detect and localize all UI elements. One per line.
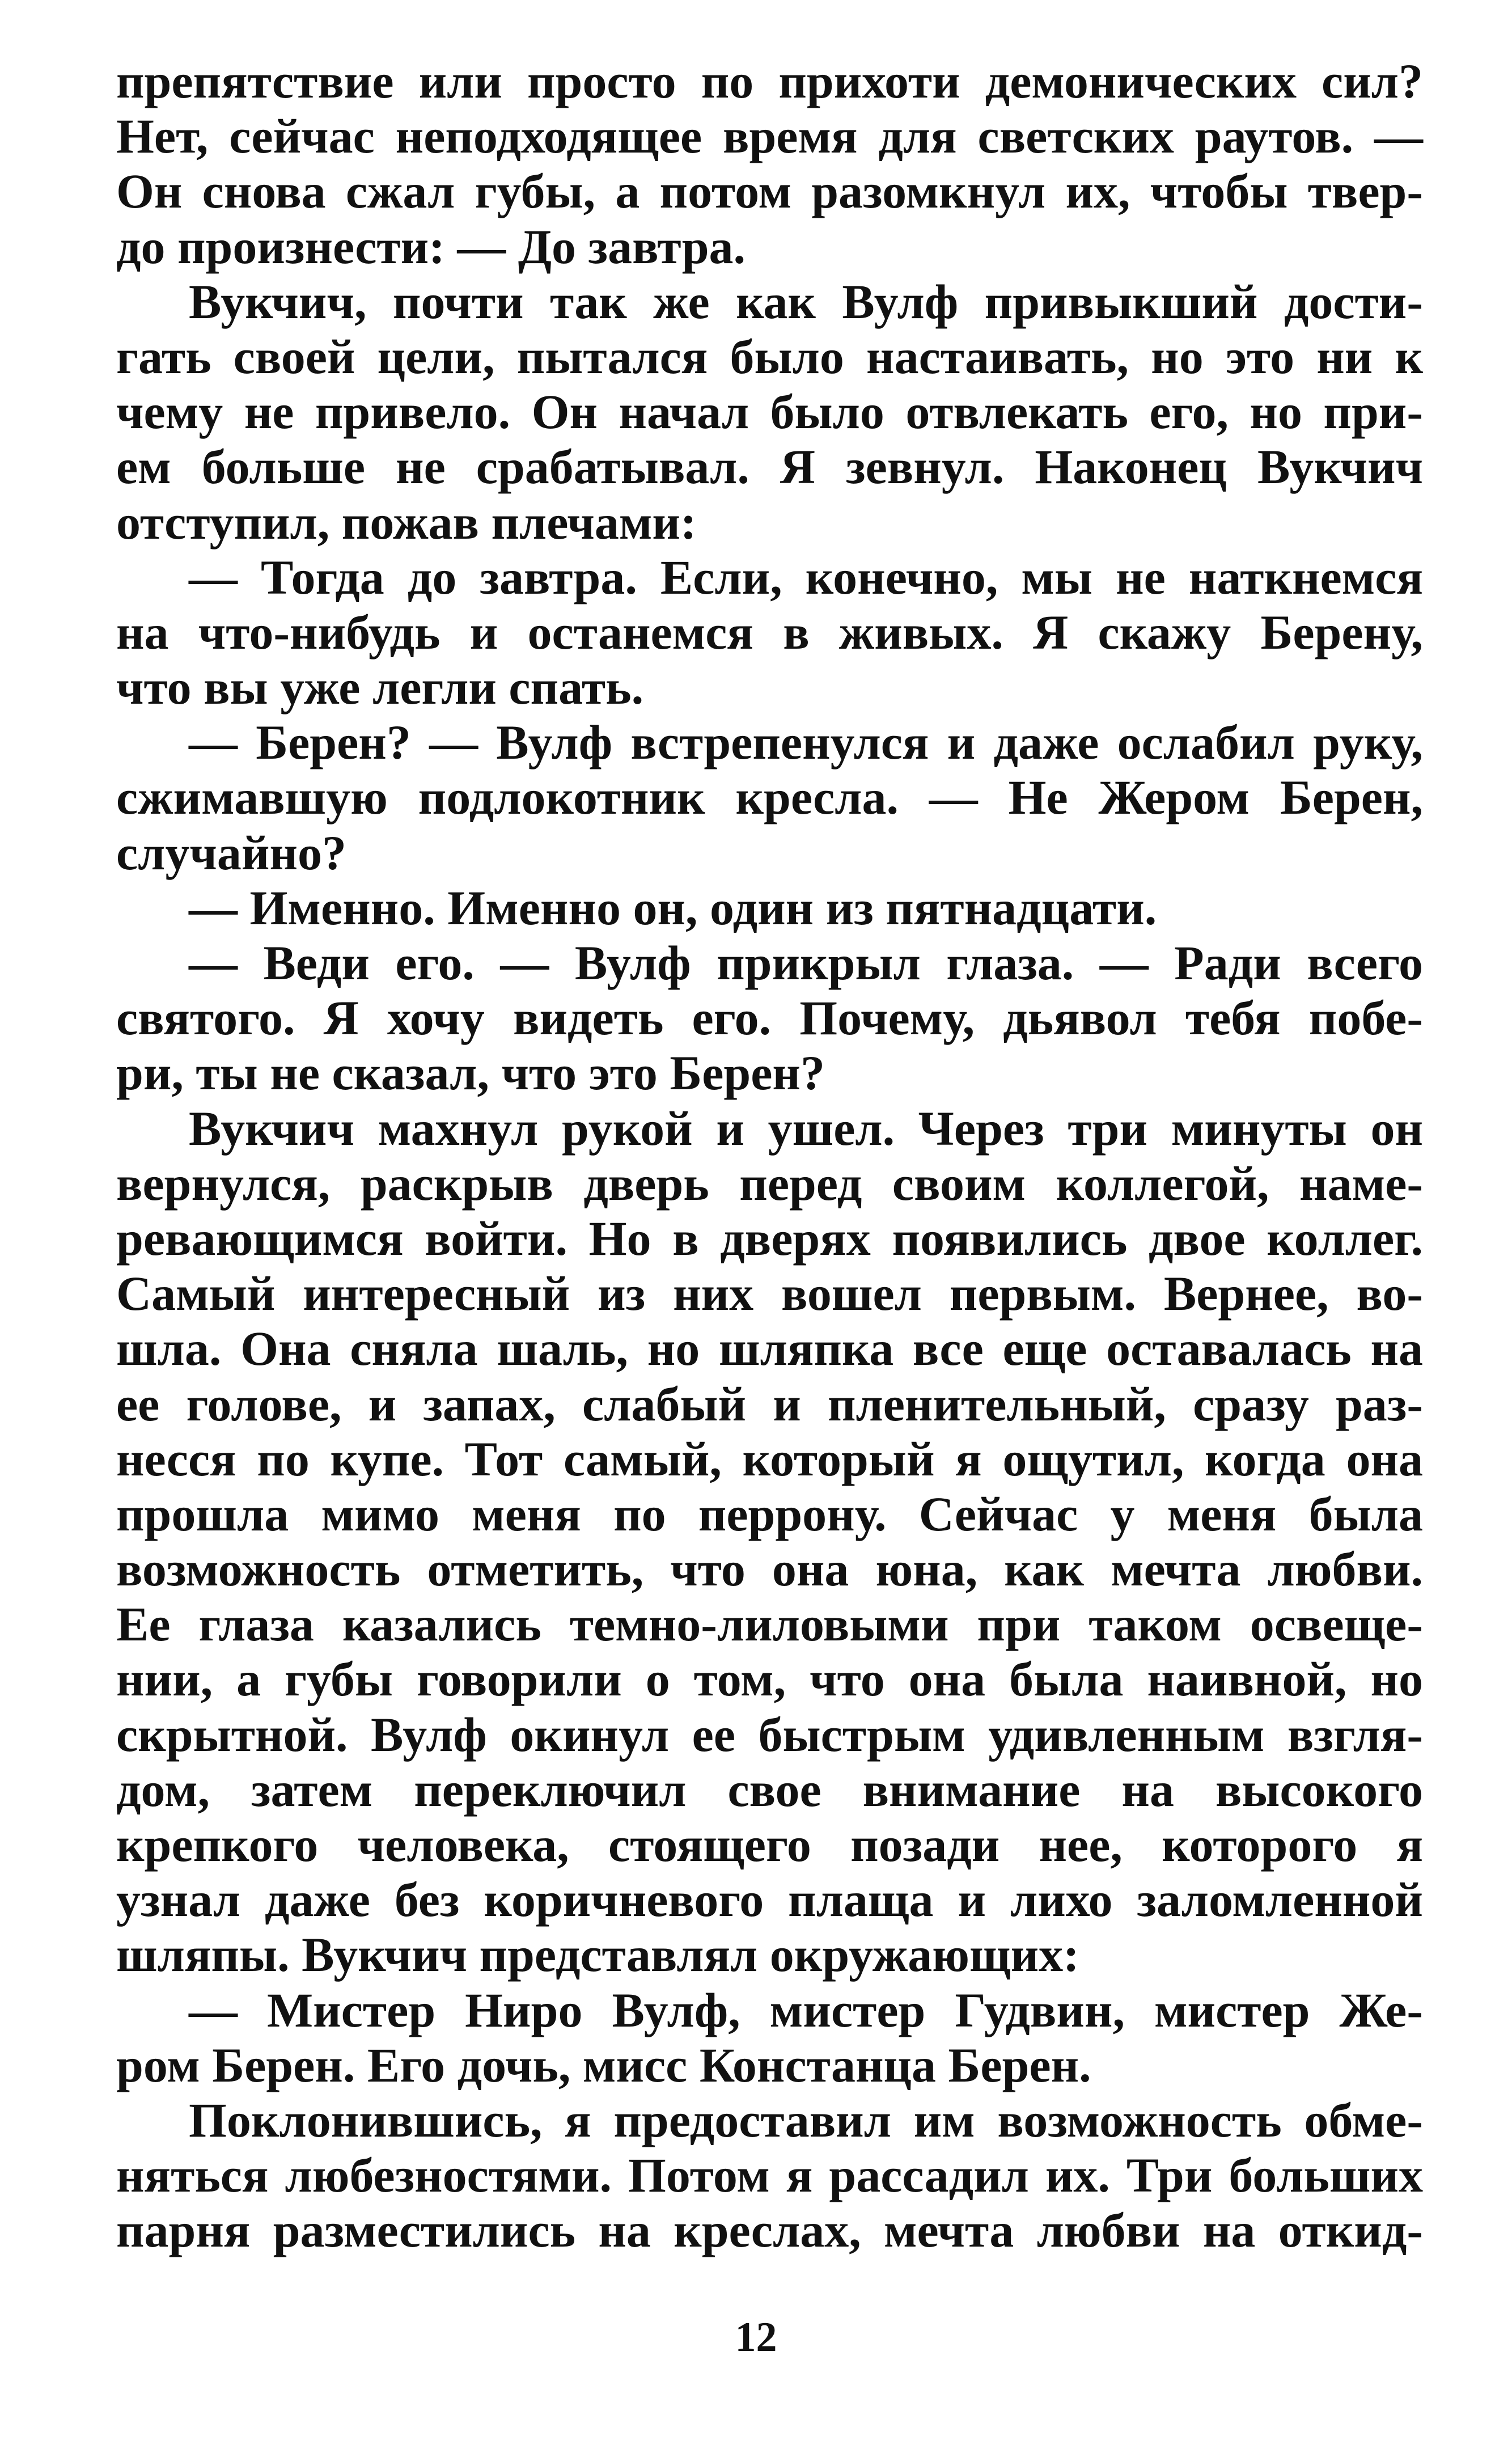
text-line: Самый интересный из них вошел первым. Вернее, во-	[116, 1266, 1423, 1321]
text-line: ее голове, и запах, слабый и пленительный, сразу раз-	[116, 1376, 1423, 1431]
text-line: ри, ты не сказал, что это Берен?	[116, 1046, 825, 1101]
text-line: несся по купе. Тот самый, который я ощутил, когда она	[116, 1431, 1423, 1486]
text-line: Поклонившись, я предоставил им возможность обме-	[189, 2092, 1423, 2147]
text-line: нии, а губы говорили о том, что она была наивной, но	[116, 1652, 1423, 1707]
text-line: скрытной. Вулф окинул ее быстрым удивленным взгля-	[116, 1707, 1423, 1762]
text-line: — Веди его. — Вулф прикрыл глаза. — Ради всего	[189, 936, 1423, 990]
text-line: прошла мимо меня по перрону. Сейчас у меня была	[116, 1486, 1423, 1541]
text-line: дом, затем переключил свое внимание на высокого	[116, 1762, 1423, 1817]
page-body-text	[116, 54, 1423, 2258]
text-line: отступил, пожав плечами:	[116, 494, 697, 549]
text-line: что вы уже легли спать.	[116, 660, 644, 715]
text-line: возможность отметить, что она юна, как мечта любви.	[116, 1542, 1423, 1597]
text-line: препятствие или просто по прихоти демонических сил?	[116, 54, 1423, 108]
text-line: вернулся, раскрыв дверь перед своим коллегой, наме-	[116, 1156, 1423, 1211]
text-line: узнал даже без коричневого плаща и лихо заломленной	[116, 1872, 1423, 1927]
text-line: няться любезностями. Потом я рассадил их. Три больших	[116, 2148, 1423, 2203]
page-number: 12	[735, 2314, 777, 2361]
text-line: Нет, сейчас неподходящее время для светских раутов. —	[116, 109, 1423, 164]
text-line: до произнести: — До завтра.	[116, 219, 746, 274]
text-line: шляпы. Вукчич представлял окружающих:	[116, 1927, 1079, 1982]
text-line: ем больше не срабатывал. Я зевнул. Наконец Вукчич	[116, 439, 1423, 494]
text-line: сжимавшую подлокотник кресла. — Не Жером Берен,	[116, 770, 1423, 825]
text-line: — Мистер Ниро Вулф, мистер Гудвин, мистер Же-	[189, 1982, 1423, 2037]
text-line: крепкого человека, стоящего позади нее, которого я	[116, 1817, 1423, 1872]
text-line: — Берен? — Вулф встрепенулся и даже ослабил руку,	[189, 715, 1423, 770]
text-line: ром Берен. Его дочь, мисс Констанца Берен.	[116, 2037, 1091, 2092]
text-line: ревающимся войти. Но в дверях появились двое коллег.	[116, 1211, 1423, 1266]
text-line: Он снова сжал губы, а потом разомкнул их, чтобы твер-	[116, 164, 1423, 219]
text-line: гать своей цели, пытался было настаивать, но это ни к	[116, 329, 1423, 384]
text-line: — Тогда до завтра. Если, конечно, мы не наткнемся	[189, 549, 1423, 604]
text-line: на что-нибудь и останемся в живых. Я скажу Берену,	[116, 604, 1423, 659]
text-line: — Именно. Именно он, один из пятнадцати.	[189, 880, 1157, 935]
text-line: парня разместились на креслах, мечта любви на откид-	[116, 2203, 1423, 2258]
text-line: шла. Она сняла шаль, но шляпка все еще оставалась на	[116, 1321, 1423, 1376]
text-line: чему не привело. Он начал было отвлекать его, но при-	[116, 384, 1423, 439]
text-line: Ее глаза казались темно-лиловыми при таком освеще-	[116, 1597, 1423, 1652]
text-line: Вукчич, почти так же как Вулф привыкший дости-	[189, 274, 1423, 329]
text-line: Вукчич махнул рукой и ушел. Через три минуты он	[189, 1101, 1423, 1156]
text-line: случайно?	[116, 825, 347, 880]
text-line: святого. Я хочу видеть его. Почему, дьявол тебя побе-	[116, 991, 1423, 1046]
